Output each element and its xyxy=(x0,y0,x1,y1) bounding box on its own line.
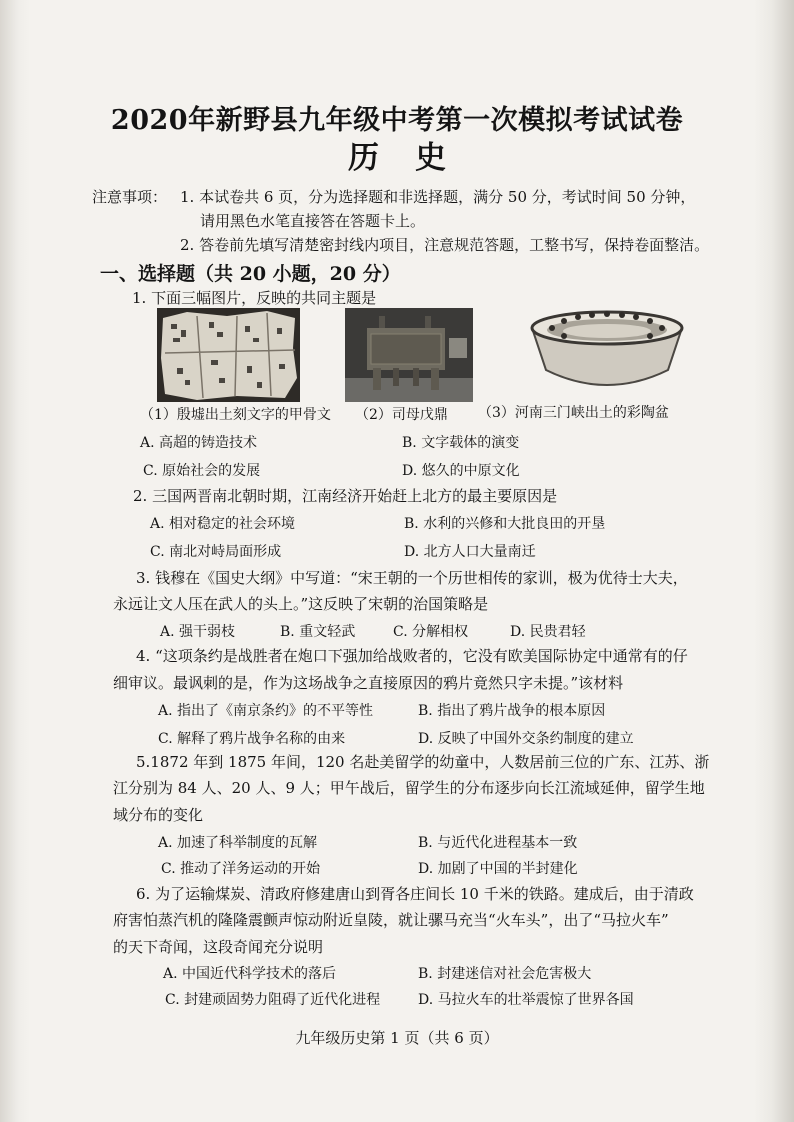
page-footer: 九年级历史第 1 页（共 6 页） xyxy=(295,1029,499,1047)
question-5-stem-line-3: 域分布的变化 xyxy=(113,806,204,824)
q3-option-a: A. 强干弱枝 xyxy=(160,624,236,640)
q6-option-b: B. 封建迷信对社会危害极大 xyxy=(418,966,592,982)
exam-title: 2020年新野县九年级中考第一次模拟考试试卷 xyxy=(110,105,684,136)
q4-option-b: B. 指出了鸦片战争的根本原因 xyxy=(418,703,606,719)
q1-option-a: A. 高超的铸造技术 xyxy=(140,435,258,451)
q3-option-c: C. 分解相权 xyxy=(393,624,469,640)
question-4-stem-line-1: 4. “这项条约是战胜者在炮口下强加给战败者的，它没有欧美国际协定中通常有的仔 xyxy=(136,647,688,665)
q5-option-a: A. 加速了科举制度的瓦解 xyxy=(158,835,318,851)
q3-option-b: B. 重文轻武 xyxy=(280,624,356,640)
q2-option-b: B. 水利的兴修和大批良田的开垦 xyxy=(404,516,606,532)
figure-caption-1: （1）殷墟出土刻文字的甲骨文 xyxy=(140,407,331,423)
question-2-stem: 2. 三国两晋南北朝时期，江南经济开始赶上北方的最主要原因是 xyxy=(133,487,558,505)
q6-option-d: D. 马拉火车的壮举震惊了世界各国 xyxy=(418,992,634,1008)
notes-line-1: 1. 本试卷共 6 页，分为选择题和非选择题，满分 50 分，考试时间 50 分钟， xyxy=(180,188,696,206)
q1-option-c: C. 原始社会的发展 xyxy=(143,463,261,479)
simuwu-ding-image xyxy=(345,308,473,402)
q5-option-d: D. 加剧了中国的半封建化 xyxy=(418,861,578,877)
q4-option-a: A. 指出了《南京条约》的不平等性 xyxy=(158,703,374,719)
painted-pottery-basin-image xyxy=(528,304,686,400)
oracle-bone-image xyxy=(157,308,300,402)
q4-option-d: D. 反映了中国外交条约制度的建立 xyxy=(418,731,634,747)
question-3-stem-line-1: 3. 钱穆在《国史大纲》中写道：“宋王朝的一个历世相传的家训，极为优待士大夫， xyxy=(136,569,688,587)
figure-caption-2: （2）司母戊鼎 xyxy=(355,407,448,423)
question-6-stem-line-3: 的天下奇闻，这段奇闻充分说明 xyxy=(113,938,324,956)
subject-title: 历史 xyxy=(348,140,482,176)
q2-option-c: C. 南北对峙局面形成 xyxy=(150,544,282,560)
question-1-stem: 1. 下面三幅图片，反映的共同主题是 xyxy=(132,289,377,307)
notes-line-1b: 请用黑色水笔直接答在答题卡上。 xyxy=(200,212,426,230)
q6-option-c: C. 封建顽固势力阻碍了近代化进程 xyxy=(165,992,381,1008)
q5-option-b: B. 与近代化进程基本一致 xyxy=(418,835,578,851)
question-6-stem-line-1: 6. 为了运输煤炭、清政府修建唐山到胥各庄间长 10 千米的铁路。建成后，由于清政 xyxy=(136,885,694,903)
q1-option-d: D. 悠久的中原文化 xyxy=(402,463,520,479)
question-4-stem-line-2: 细审议。最讽刺的是，作为这场战争之直接原因的鸦片竟然只字未提。”该材料 xyxy=(113,674,624,692)
notes-label: 注意事项： xyxy=(92,188,168,206)
q2-option-a: A. 相对稳定的社会环境 xyxy=(150,516,296,532)
figure-caption-3: （3）河南三门峡出土的彩陶盆 xyxy=(478,405,669,421)
q4-option-c: C. 解释了鸦片战争名称的由来 xyxy=(158,731,346,747)
q2-option-d: D. 北方人口大量南迁 xyxy=(404,544,536,560)
q3-option-d: D. 民贵君轻 xyxy=(510,624,586,640)
q6-option-a: A. 中国近代科学技术的落后 xyxy=(163,966,337,982)
notes-line-2: 2. 答卷前先填写清楚密封线内项目，注意规范答题，工整书写，保持卷面整洁。 xyxy=(180,236,710,254)
q1-option-b: B. 文字载体的演变 xyxy=(402,435,520,451)
question-3-stem-line-2: 永远让文人压在武人的头上。”这反映了宋朝的治国策略是 xyxy=(113,595,489,613)
question-5-stem-line-2: 江分别为 84 人、20 人、9 人；甲午战后，留学生的分布逐步向长江流域延伸，留学生地 xyxy=(113,779,705,797)
q5-option-c: C. 推动了洋务运动的开始 xyxy=(161,861,321,877)
question-6-stem-line-2: 府害怕蒸汽机的隆隆震颤声惊动附近皇陵，就让骡马充当“火车头”，出了“马拉火车” xyxy=(113,911,669,929)
question-5-stem-line-1: 5.1872 年到 1875 年间，120 名赴美留学的幼童中，人数居前三位的广东、江苏、浙 xyxy=(136,753,710,771)
section-heading: 一、选择题（共 20 小题，20 分） xyxy=(100,263,401,285)
